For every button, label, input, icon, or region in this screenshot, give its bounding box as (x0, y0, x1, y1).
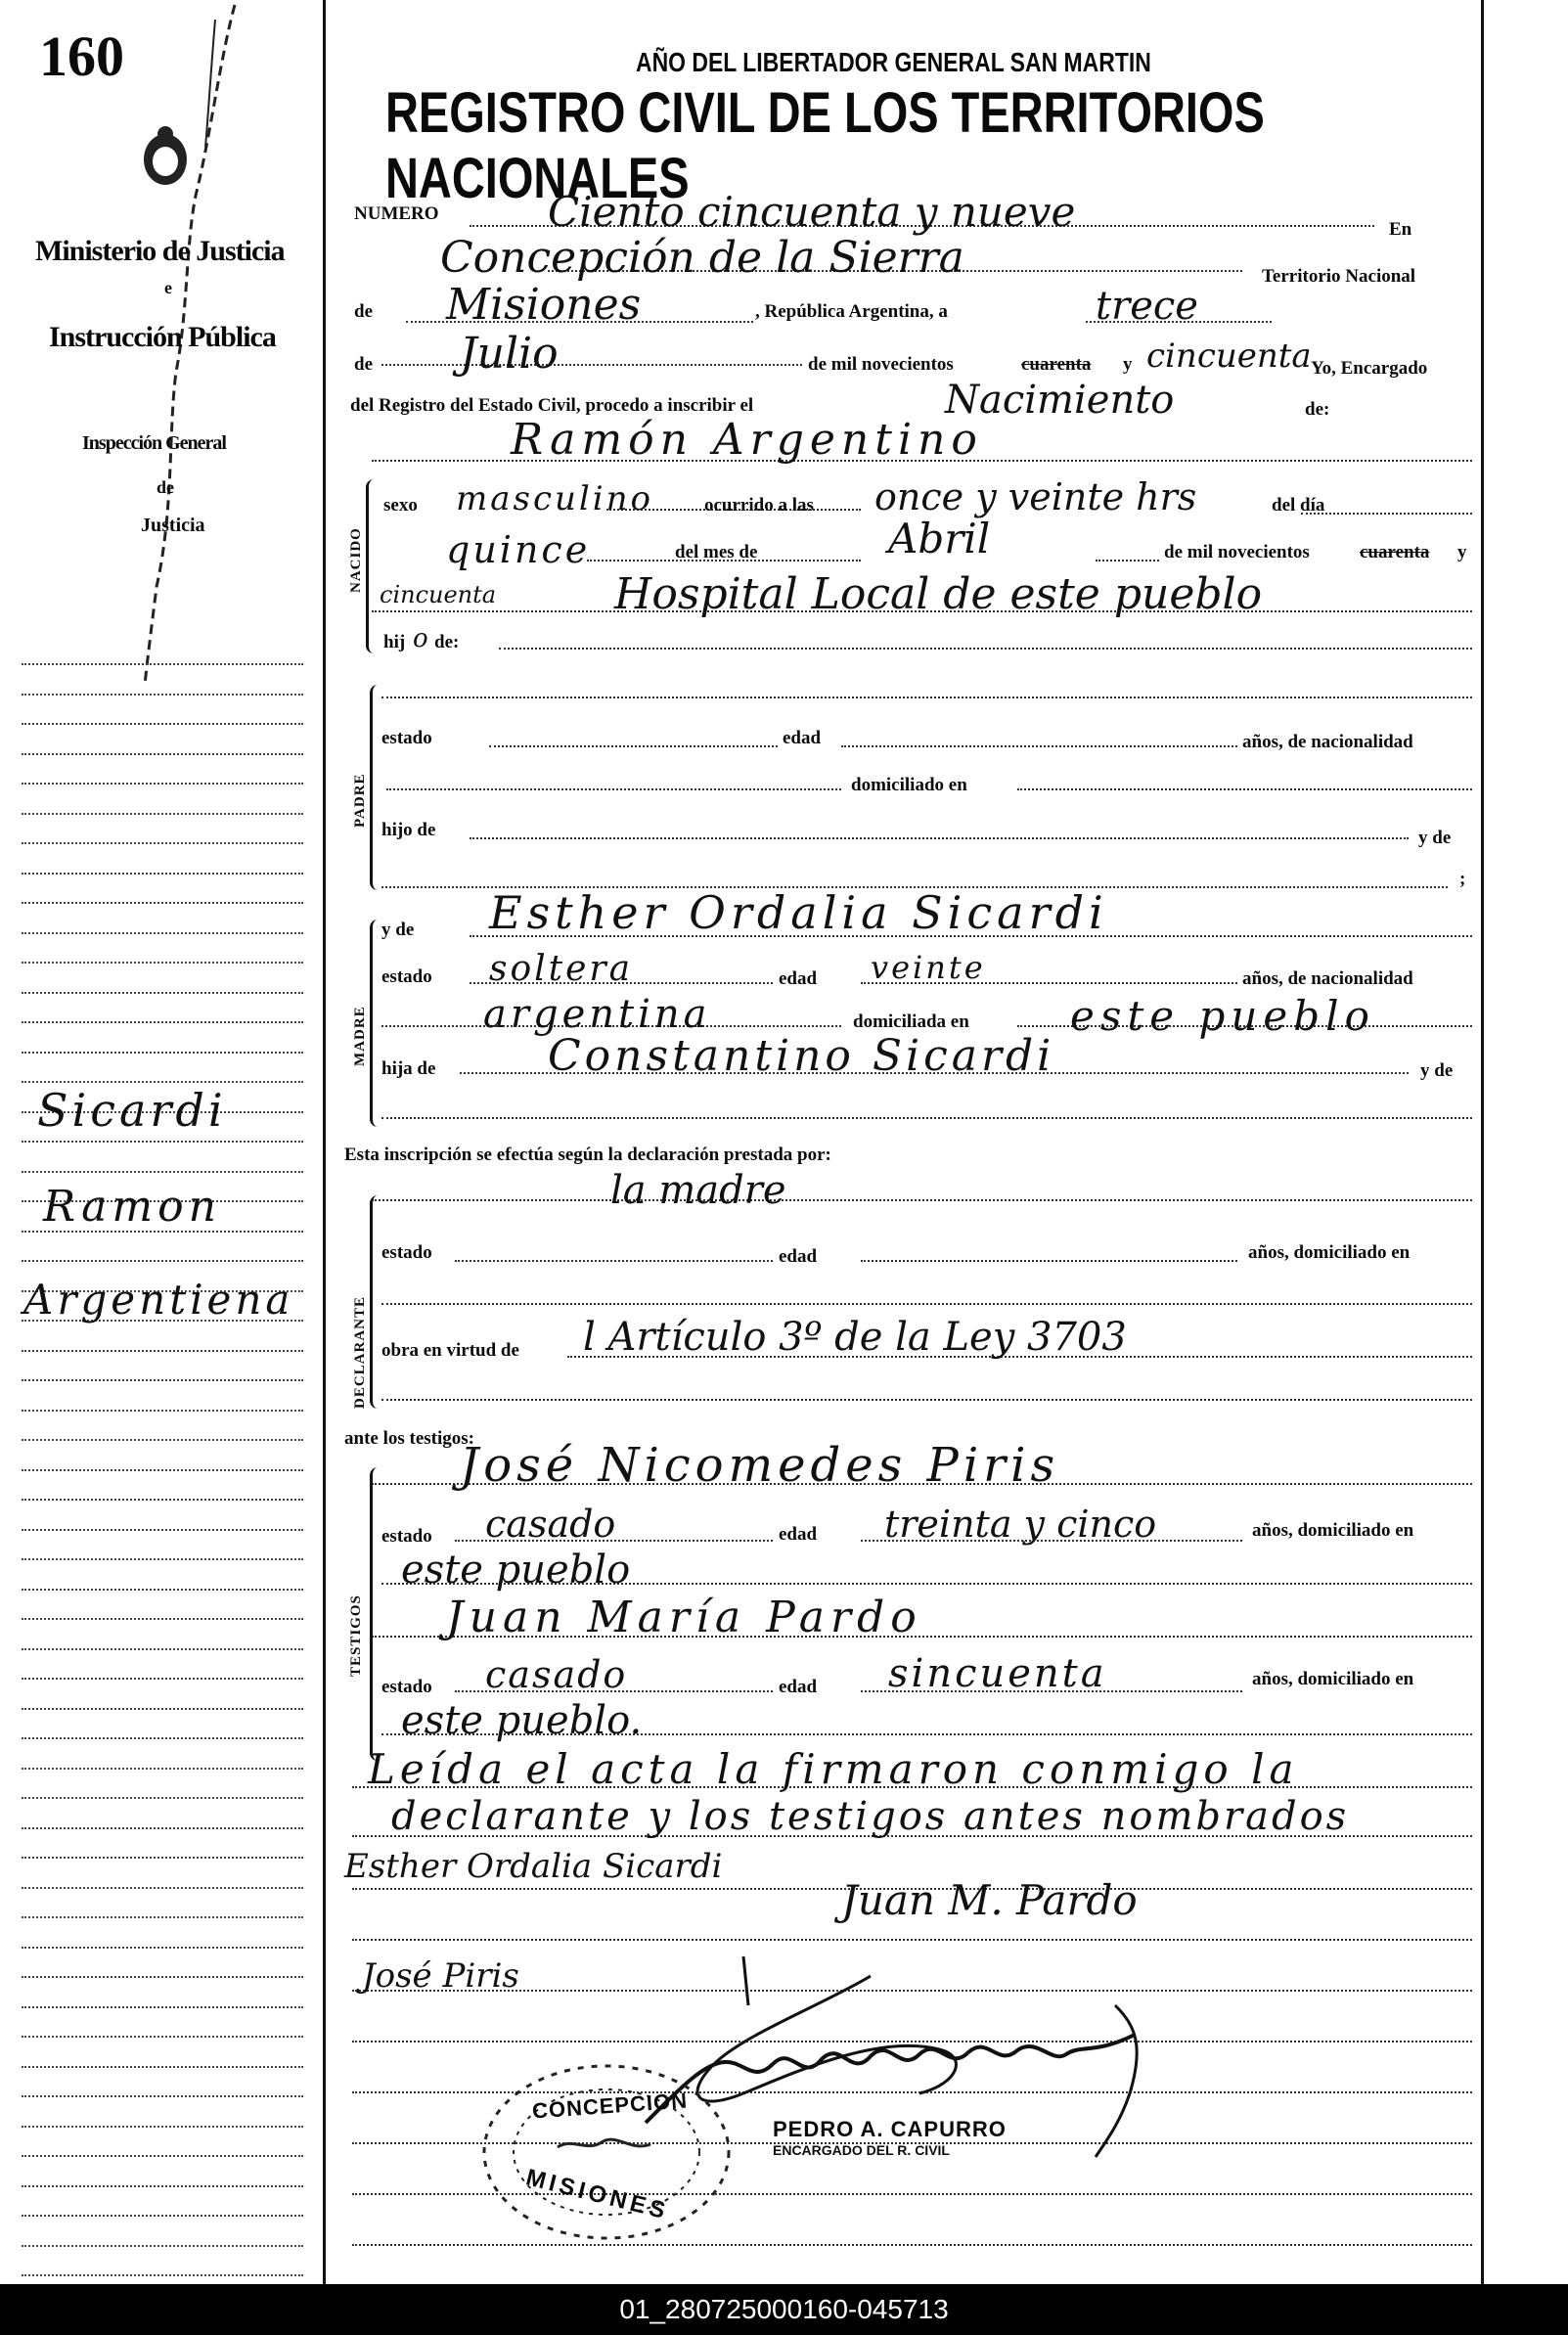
inscripcion-label: Esta inscripción se efectúa según la declaración prestada por: (344, 1145, 831, 1165)
signature-witness-pardo: Juan M. Pardo (841, 1876, 1138, 1924)
form-ruled-line (381, 1303, 1472, 1305)
sidebar-divider (323, 0, 326, 2284)
hijo-de-label: de: (434, 632, 460, 652)
madre-padre-value: Constantino Sicardi (548, 1031, 1055, 1081)
madre-brace (370, 920, 384, 1127)
hijo-suffix: o (413, 624, 428, 653)
sidebar-ruled-line (22, 2215, 303, 2217)
signature-witness-piris: José Piris (362, 1956, 519, 1996)
sidebar-ruled-line (22, 1678, 303, 1680)
form-ruled-line (455, 1260, 773, 1262)
sidebar-ruled-line (22, 813, 303, 815)
margin-note-name: Ramon (43, 1182, 221, 1232)
sidebar-ruled-line (22, 992, 303, 994)
form-ruled-line (499, 648, 1472, 650)
testigo1-anios-label: años, domiciliado en (1252, 1520, 1414, 1541)
del-mes-label: del mes de (675, 542, 758, 562)
form-ruled-line (1096, 560, 1159, 561)
ministry-e: e (164, 278, 172, 297)
del-dia-label: del día (1272, 495, 1325, 516)
sidebar-ruled-line (22, 1827, 303, 1829)
mes-value: Abril (888, 515, 991, 562)
month-value: Julio (460, 329, 559, 379)
padre-estado-label: estado (381, 728, 432, 748)
testigo2-estado-value: casado (485, 1653, 628, 1696)
nacido-section-label: NACIDO (348, 527, 364, 593)
madre-domicilio-value: este pueblo (1070, 992, 1375, 1040)
sidebar-ruled-line (22, 873, 303, 875)
coat-of-arms-icon (139, 122, 192, 191)
right-border (1481, 0, 1484, 2284)
form-ruled-line (381, 364, 802, 366)
nacido-brace (366, 479, 381, 653)
sidebar-ruled-line (22, 1052, 303, 1054)
sidebar-ruled-line (22, 1439, 303, 1441)
sidebar-ruled-line (22, 1737, 303, 1739)
ministry-name-2: Instrucción Pública (49, 321, 276, 353)
padre-hijo-de-label: hijo de (381, 820, 436, 840)
sidebar-ruled-line (22, 1379, 303, 1381)
seal-top-text: CONCEPCION (531, 2088, 689, 2124)
sidebar-ruled-line (22, 1260, 303, 1262)
madre-edad-label: edad (779, 968, 818, 989)
form-ruled-line (381, 1117, 1472, 1119)
closing-line-1: Leída el acta la firmaron conmigo la (368, 1745, 1299, 1793)
sidebar-ruled-line (22, 1708, 303, 1710)
territorio-label: Territorio Nacional (1262, 266, 1416, 287)
form-ruled-line (861, 1260, 1237, 1262)
form-ruled-line (489, 745, 778, 747)
obra-label: obra en virtud de (381, 1340, 519, 1361)
form-ruled-line (470, 837, 1409, 839)
sidebar-ruled-line (22, 1976, 303, 1978)
testigos-section-label: TESTIGOS (348, 1594, 364, 1677)
sidebar-ruled-line (22, 1499, 303, 1501)
padre-domiciliado-label: domiciliado en (851, 775, 967, 795)
testigos-brace (370, 1467, 384, 1761)
sidebar-ruled-line (22, 902, 303, 904)
sidebar-ruled-line (22, 1797, 303, 1799)
hijo-label: hij (383, 632, 406, 652)
declarante-edad-label: edad (779, 1246, 818, 1267)
form-ruled-line (381, 1399, 1472, 1401)
testigo2-estado-label: estado (381, 1677, 432, 1697)
ante-testigos-label: ante los testigos: (344, 1428, 474, 1449)
sidebar-ruled-line (22, 1887, 303, 1889)
testigo1-name: José Nicomedes Piris (460, 1438, 1060, 1493)
civil-registry-seal-icon (474, 2054, 739, 2250)
hora-value: once y veinte hrs (874, 475, 1197, 518)
madre-hija-de-label: hija de (381, 1058, 436, 1079)
margin-note-middle: Argentiena (23, 1276, 294, 1324)
sidebar-ruled-line (22, 2095, 303, 2097)
form-ruled-line (386, 788, 841, 790)
sidebar-ruled-line (22, 2185, 303, 2187)
sidebar-ruled-line (22, 2126, 303, 2128)
seal-bottom-text: MISIONES (523, 2164, 672, 2225)
madre-nacionalidad-value: argentina (483, 992, 711, 1037)
inspection-line-3: Justicia (141, 515, 205, 536)
sidebar-ruled-line (22, 1081, 303, 1083)
sidebar-ruled-line (22, 1648, 303, 1650)
sidebar-ruled-line (22, 1916, 303, 1918)
territory-value: Misiones (446, 280, 642, 330)
anio-value: cincuenta (380, 581, 497, 608)
form-ruled-line (1017, 788, 1472, 790)
margin-note-surname: Sicardi (37, 1084, 227, 1137)
year-value: cincuenta (1146, 337, 1312, 376)
officer-name: PEDRO A. CAPURRO (773, 2117, 1007, 2141)
dia-value: quince (446, 528, 591, 571)
obra-value: l Artículo 3º de la Ley 3703 (583, 1315, 1127, 1360)
sidebar-ruled-line (22, 1350, 303, 1352)
en-label: En (1389, 219, 1412, 240)
testigo1-domicilio-value: este pueblo (401, 1548, 631, 1593)
declarante-section-label: DECLARANTE (352, 1295, 368, 1409)
sexo-value: masculino (456, 479, 654, 518)
madre-y-de-label: y de (381, 920, 415, 940)
form-ruled-line (372, 1199, 1472, 1201)
sidebar-ruled-line (22, 962, 303, 964)
closing-line-2: declarante y los testigos antes nombrados (391, 1794, 1350, 1839)
mil-label: de mil novecientos (1164, 542, 1310, 562)
testigo2-name: Juan María Pardo (446, 1593, 922, 1642)
numero-value: Ciento cincuenta y nueve (548, 188, 1076, 236)
sidebar-ruled-line (22, 2066, 303, 2068)
registro-label: del Registro del Estado Civil, procedo a inscribir el (350, 395, 754, 416)
sidebar-ruled-line (22, 2245, 303, 2247)
padre-brace (370, 685, 384, 890)
form-ruled-line (1301, 513, 1472, 515)
day-value: trece (1096, 284, 1198, 329)
testigo1-edad-value: treinta y cinco (884, 1503, 1157, 1546)
nacido-name: Ramón Argentino (511, 415, 983, 465)
ocurrido-label: ocurrido a las (704, 495, 814, 516)
madre-domiciliada-label: domiciliada en (853, 1011, 969, 1032)
de-label-1: de (354, 301, 373, 322)
officer-title: ENCARGADO DEL R. CIVIL (773, 2142, 950, 2158)
madre-edad-value: veinte (871, 949, 986, 986)
sidebar-ruled-line (22, 1021, 303, 1023)
lugar-value: Hospital Local de este pueblo (614, 569, 1263, 619)
sidebar-ruled-line (22, 663, 303, 665)
nacido-cuarenta: cuarenta (1360, 542, 1430, 562)
form-ruled-line (352, 1939, 1472, 1941)
sidebar-ruled-line (22, 1947, 303, 1949)
act-type: Nacimiento (945, 378, 1175, 423)
year-label: de mil novecientos (808, 354, 954, 375)
form-ruled-line (381, 696, 1472, 698)
signature-mother: Esther Ordalia Sicardi (344, 1847, 723, 1886)
republica-label: , República Argentina, a (755, 301, 948, 322)
testigo1-estado-value: casado (485, 1503, 616, 1546)
declarante-brace (370, 1195, 384, 1409)
sidebar-ruled-line (22, 783, 303, 785)
de-colon: de: (1305, 399, 1330, 420)
page-number: 160 (39, 24, 124, 88)
encargado-label: Yo, Encargado (1311, 358, 1428, 379)
sidebar-ruled-line (22, 1618, 303, 1620)
testigo2-anios-label: años, domiciliado en (1252, 1669, 1414, 1689)
testigo2-domicilio-value: este pueblo. (401, 1698, 643, 1743)
sidebar-ruled-line (22, 1768, 303, 1770)
numero-label: NUMERO (354, 203, 439, 224)
form-ruled-line (841, 745, 1237, 747)
declarante-value: la madre (610, 1168, 786, 1213)
file-id-footer: 01_280725000160-045713 (0, 2284, 1568, 2335)
sidebar-ruled-line (22, 2036, 303, 2038)
sidebar-ruled-line (22, 694, 303, 696)
padre-edad-label: edad (783, 728, 822, 748)
padre-end-mark: ; (1459, 869, 1466, 889)
testigo1-edad-label: edad (779, 1524, 818, 1545)
declarante-estado-label: estado (381, 1242, 432, 1263)
declarante-anios-label: años, domiciliado en (1248, 1242, 1411, 1263)
ministry-name: Ministerio de Justicia (35, 235, 285, 267)
page-title: REGISTRO CIVIL DE LOS TERRITORIOS NACIONALES (385, 81, 1265, 210)
sidebar-ruled-line (22, 1529, 303, 1531)
sidebar-ruled-line (22, 1589, 303, 1591)
inspection-line-2: de (157, 477, 174, 497)
sidebar-ruled-line (22, 2274, 303, 2276)
year-cuarenta: cuarenta (1021, 354, 1092, 375)
sidebar-ruled-line (22, 1171, 303, 1173)
testigo2-edad-label: edad (779, 1677, 818, 1697)
madre-anios-label: años, de nacionalidad (1242, 968, 1413, 989)
sidebar-ruled-line (22, 2155, 303, 2157)
sidebar-ruled-line (22, 1558, 303, 1560)
madre-name: Esther Ordalia Sicardi (489, 886, 1108, 939)
sidebar-ruled-line (22, 1857, 303, 1859)
testigo1-estado-label: estado (381, 1526, 432, 1547)
padre-y-de-label: y de (1418, 828, 1452, 848)
sidebar-ruled-line (22, 723, 303, 725)
sidebar-ruled-line (22, 2006, 303, 2008)
sexo-label: sexo (383, 495, 418, 516)
sidebar-ruled-line (22, 932, 303, 934)
padre-anios-label: años, de nacionalidad (1242, 732, 1413, 752)
sidebar-ruled-line (22, 1469, 303, 1471)
madre-section-label: MADRE (352, 1006, 368, 1066)
madre-estado-value: soltera (489, 949, 634, 989)
inspection-line-1: Inspección General (82, 432, 226, 454)
sidebar-ruled-line (22, 842, 303, 844)
sidebar-ruled-line (22, 1141, 303, 1143)
locality-value: Concepción de la Sierra (440, 233, 964, 283)
sidebar-ruled-line (22, 753, 303, 755)
madre-y-de-tail: y de (1420, 1060, 1454, 1081)
nacido-y: y (1457, 542, 1467, 562)
madre-estado-label: estado (381, 966, 432, 987)
padre-section-label: PADRE (352, 773, 368, 828)
de-label-2: de (354, 354, 373, 375)
year-motto: AÑO DEL LIBERTADOR GENERAL SAN MARTIN (636, 47, 1151, 77)
sidebar-ruled-line (22, 1410, 303, 1412)
year-y: y (1123, 354, 1133, 375)
testigo2-edad-value: sincuenta (888, 1651, 1107, 1696)
